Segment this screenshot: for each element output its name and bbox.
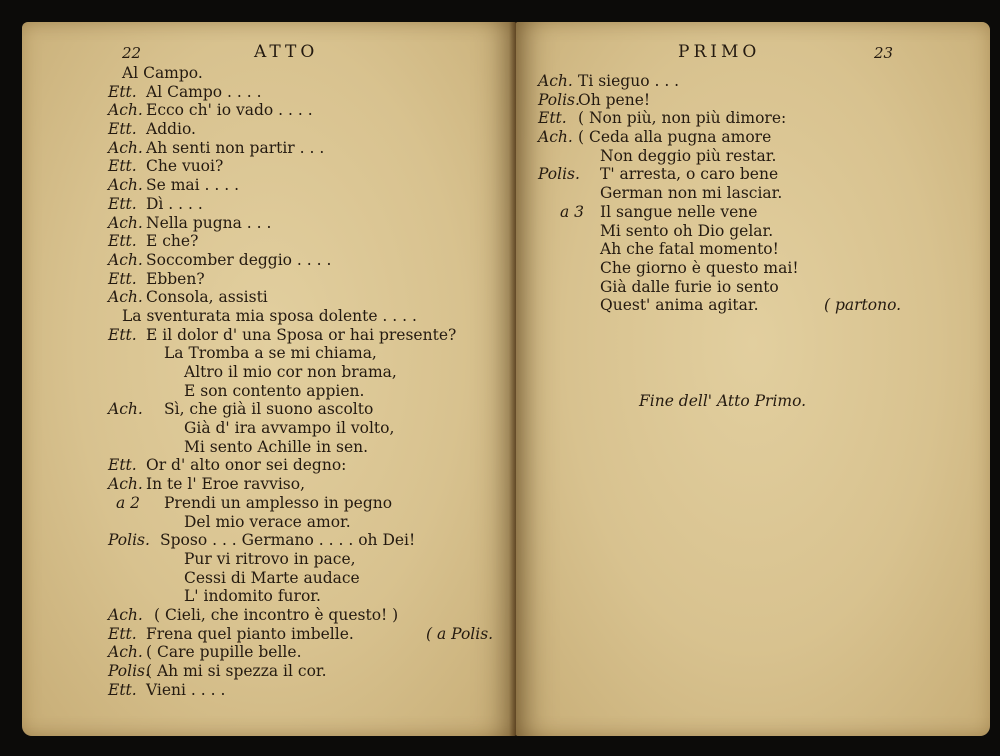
verse-text: L' indomito furor. <box>184 587 321 606</box>
verse-text: Che giorno è questo mai! <box>600 258 799 277</box>
text-line <box>108 419 508 438</box>
speaker-label: Ett. <box>108 157 137 176</box>
speaker-label: Ett. <box>108 120 137 139</box>
verse-text: Altro il mio cor non brama, <box>184 363 397 381</box>
text-line <box>108 662 508 681</box>
stage-direction: ( a Polis. <box>426 624 494 643</box>
text-line <box>108 513 508 532</box>
verse-text: ( Ah mi si spezza il cor. <box>146 662 327 680</box>
verse-text: Vieni . . . . <box>146 680 226 699</box>
verse-text: Al Campo. <box>122 64 203 82</box>
verse-text: Ah senti non partir . . . <box>146 138 325 157</box>
right-page <box>516 22 990 736</box>
verse-text: T' arresta, o caro bene <box>600 165 779 184</box>
speaker-label: a 2 <box>116 493 141 512</box>
text-line <box>108 214 508 233</box>
text-line <box>538 259 978 278</box>
speaker-label: Ach. <box>108 288 143 307</box>
speaker-label: Ach. <box>108 605 143 624</box>
text-line <box>108 681 508 700</box>
verse-text: ( Cieli, che incontro è questo! ) <box>154 605 399 624</box>
text-line <box>538 203 978 222</box>
verse-text: Frena quel pianto imbelle. <box>146 624 354 643</box>
speaker-label: Ett. <box>108 232 137 251</box>
speaker-label: Ach. <box>108 176 143 195</box>
verse-text: Che vuoi? <box>146 157 224 176</box>
verse-text: In te l' Eroe ravviso, <box>146 475 305 494</box>
text-line <box>108 307 508 326</box>
text-line <box>108 83 508 102</box>
verse-text: Il sangue nelle vene <box>600 202 758 221</box>
text-line <box>538 222 978 241</box>
text-line <box>538 72 978 91</box>
verse-text: E che? <box>146 232 199 251</box>
text-line <box>538 91 978 110</box>
speaker-label: a 3 <box>560 202 585 221</box>
page-number: 23 <box>874 44 894 62</box>
verse-text: ( Care pupille belle. <box>146 643 302 662</box>
text-line <box>538 278 978 297</box>
speaker-label: Ach. <box>108 250 143 269</box>
verse-text: Se mai . . . . <box>146 176 240 195</box>
speaker-label: Ett. <box>108 624 137 643</box>
speaker-label: Ach. <box>538 128 573 147</box>
verse-text: Nella pugna . . . <box>146 213 272 232</box>
text-line <box>108 64 508 83</box>
verse-text: Già dalle furie io sento <box>600 277 779 296</box>
running-head: ATTO <box>254 42 319 62</box>
verse-text: Pur vi ritrovo in pace, <box>184 549 356 568</box>
verse-text: German non mi lasciar. <box>600 184 783 203</box>
text-line <box>108 494 508 513</box>
verse-text: La Tromba a se mi chiama, <box>164 344 377 363</box>
verse-text: Quest' anima agitar. <box>600 296 759 315</box>
speaker-label: Ett. <box>108 82 137 101</box>
text-line <box>108 139 508 158</box>
verse-text: Oh pene! <box>578 90 651 109</box>
text-line <box>538 184 978 203</box>
speaker-label: Polis. <box>538 165 580 184</box>
text-line <box>108 475 508 494</box>
verse-text: Soccomber deggio . . . . <box>146 250 332 269</box>
text-line <box>108 438 508 457</box>
libretto-text <box>538 72 978 315</box>
verse-text: E son contento appien. <box>184 381 365 400</box>
text-line <box>108 456 508 475</box>
verse-text: Addio. <box>146 120 196 139</box>
verse-text: La sventurata mia sposa dolente . . . . <box>122 306 417 325</box>
verse-text: Ebben? <box>146 269 205 288</box>
page-number: 22 <box>122 44 142 62</box>
text-line <box>538 109 978 128</box>
verse-text: Non deggio più restar. <box>600 146 777 165</box>
text-line <box>108 363 508 382</box>
text-line <box>538 128 978 147</box>
speaker-label: Ett. <box>108 680 137 699</box>
text-line <box>108 288 508 307</box>
text-line <box>108 344 508 363</box>
verse-text: ( Ceda alla pugna amore <box>578 128 772 147</box>
verse-text: Consola, assisti <box>146 288 268 307</box>
verse-text: Cessi di Marte audace <box>184 568 360 587</box>
text-line <box>108 606 508 625</box>
text-line <box>108 270 508 289</box>
text-line <box>108 400 508 419</box>
speaker-label: Ett. <box>108 194 137 213</box>
left-page <box>22 22 516 736</box>
text-line <box>108 643 508 662</box>
speaker-label: Ett. <box>108 325 137 344</box>
verse-text: Ah che fatal momento! <box>600 240 779 259</box>
text-line <box>108 101 508 120</box>
speaker-label: Polis. <box>108 662 150 680</box>
verse-text: Già d' ira avvampo il volto, <box>184 419 395 438</box>
verse-text: Mi sento Achille in sen. <box>184 437 369 456</box>
verse-text: Prendi un amplesso in pegno <box>164 493 393 512</box>
verse-text: Mi sento oh Dio gelar. <box>600 221 774 240</box>
verse-text: ( Non più, non più dimore: <box>578 109 787 128</box>
speaker-label: Ach. <box>108 138 143 157</box>
text-line <box>108 157 508 176</box>
text-line <box>108 251 508 270</box>
verse-text: Ecco ch' io vado . . . . <box>146 101 313 120</box>
text-line <box>108 531 508 550</box>
text-line <box>538 165 978 184</box>
verse-text: Or d' alto onor sei degno: <box>146 456 347 475</box>
speaker-label: Ett. <box>108 269 137 288</box>
act-end-note: Fine dell' Atto Primo. <box>639 392 807 410</box>
text-line <box>538 147 978 166</box>
speaker-label: Polis. <box>538 90 580 109</box>
stage-direction: ( partono. <box>824 296 902 315</box>
speaker-label: Polis. <box>108 531 150 550</box>
speaker-label: Ach. <box>108 101 143 120</box>
speaker-label: Ach. <box>108 643 143 662</box>
text-line <box>108 587 508 606</box>
verse-text: E il dolor d' una Sposa or hai presente? <box>146 325 457 344</box>
open-book <box>4 6 994 750</box>
verse-text: Dì . . . . <box>146 194 203 213</box>
text-line <box>108 569 508 588</box>
text-line <box>108 232 508 251</box>
verse-text: Ti sieguo . . . <box>578 72 680 90</box>
text-line <box>538 240 978 259</box>
speaker-label: Ach. <box>108 475 143 494</box>
text-line <box>108 550 508 569</box>
verse-text: Sposo . . . Germano . . . . oh Dei! <box>160 531 416 550</box>
speaker-label: Ett. <box>538 109 567 128</box>
speaker-label: Ach. <box>538 72 573 90</box>
text-line <box>108 195 508 214</box>
text-line <box>108 326 508 345</box>
speaker-label: Ett. <box>108 456 137 475</box>
text-line <box>108 120 508 139</box>
speaker-label: Ach. <box>108 400 143 419</box>
verse-text: Del mio verace amor. <box>184 512 351 531</box>
verse-text: Al Campo . . . . <box>146 82 262 101</box>
verse-text: Sì, che già il suono ascolto <box>164 400 374 419</box>
text-line <box>538 296 978 315</box>
text-line <box>108 382 508 401</box>
running-head: PRIMO <box>678 42 761 62</box>
speaker-label: Ach. <box>108 213 143 232</box>
libretto-text <box>108 64 508 699</box>
text-line <box>108 625 508 644</box>
text-line <box>108 176 508 195</box>
